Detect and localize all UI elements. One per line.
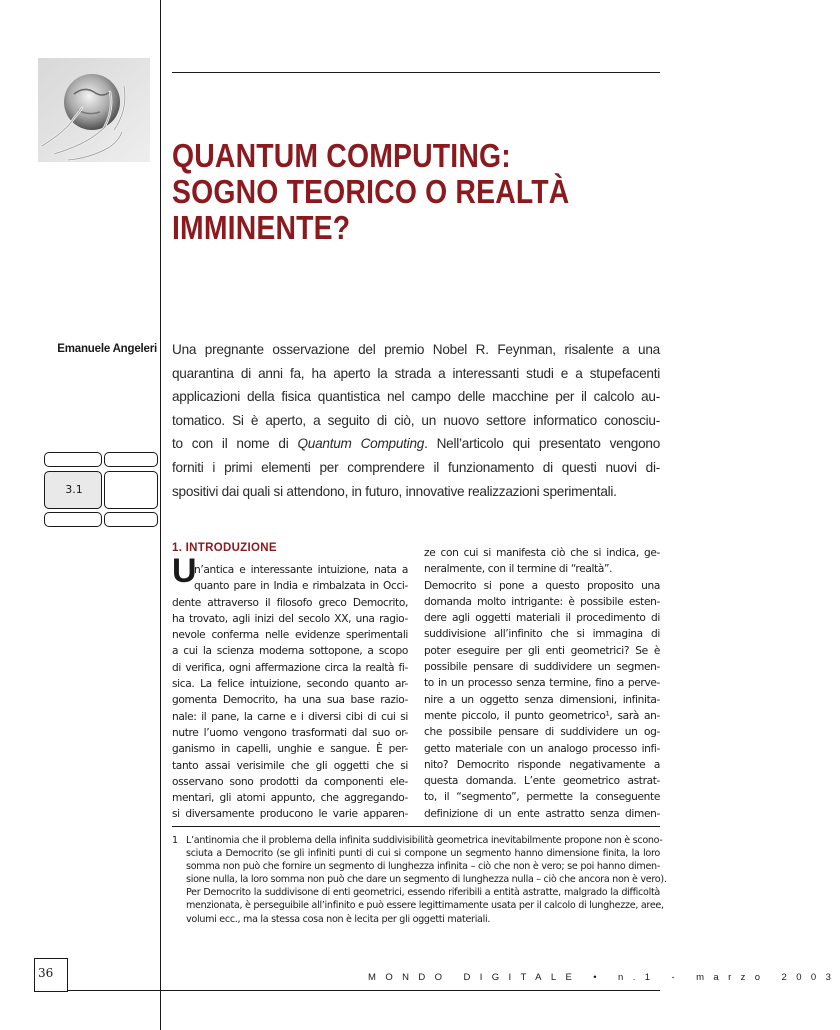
body-line: suddivisione all’infinito che si immagina di — [424, 628, 660, 641]
body-line: ganismo in capelli, unghie e sangue. È per- — [172, 743, 408, 756]
abstract — [172, 338, 660, 503]
article-title — [172, 138, 688, 246]
abstract-line: applicazioni della fisica quantistica nel campo delle macchine per il calcolo au- — [172, 389, 660, 405]
footnote-number: 1 — [172, 835, 178, 846]
body-line: si diversamente producono le varie apparen- — [172, 808, 408, 821]
vertical-rule — [160, 0, 161, 1030]
abstract-text: . Nell’articolo qui presentato vengono — [424, 436, 661, 452]
footnote-line: sione nulla, la loro somma non può che dare un segmento di lunghezza nulla – ciò che ancora non è vero). — [186, 874, 667, 886]
title-line: QUANTUM COMPUTING: — [172, 137, 511, 174]
hand-globe-illustration — [34, 54, 154, 166]
body-line: tanto assai verisimile che gli oggetti che si — [172, 759, 408, 772]
body-line: mente piccolo, il punto geometrico¹, sarà an- — [424, 709, 660, 722]
page-number: 36 — [38, 966, 54, 980]
body-line: sica. La felice intuizione, secondo quanto ar- — [172, 678, 408, 691]
footnote-line: volumi ecc., ma la stessa cosa non è lecita per gli oggetti materiali. — [186, 913, 491, 925]
body-line: gomenta Democrito, ha una sua base razio- — [172, 694, 408, 707]
section-heading: 1. INTRODUZIONE — [172, 542, 277, 554]
body-line: osservano sono prodotti da componenti ele- — [172, 775, 408, 788]
footer-rule — [68, 990, 660, 991]
body-line: dente attraverso il filosofo greco Democrito, — [172, 596, 408, 609]
body-line: che possibile pensare di suddividere un og- — [424, 726, 660, 739]
body-line: nire a un oggetto senza dimensioni, infinita- — [424, 693, 660, 706]
section-box-bottom-right — [104, 512, 158, 527]
drop-cap: U — [172, 552, 197, 590]
body-line: ha trovato, agli inizi del secolo XX, una ragio- — [172, 612, 408, 625]
body-line: nito? Democrito risponde negativamente a — [424, 758, 660, 771]
body-line: nutre l’uomo vengono trasformati dal suo or- — [172, 726, 408, 739]
section-box-top-left — [44, 452, 102, 467]
abstract-text: to con il nome di — [172, 436, 298, 452]
body-line: poter eseguire per gli enti geometrici? Se è — [424, 644, 660, 657]
abstract-line: quarantina di anni fa, ha aperto la strada a interessanti studi e a stupefacenti — [172, 365, 660, 381]
abstract-line — [172, 432, 660, 456]
title-line: SOGNO TEORICO O REALTÀ — [172, 173, 570, 210]
body-line: neralmente, con il termine di “realtà”. — [424, 563, 613, 576]
body-line: nevole conferma nelle evidenze sperimentali — [172, 629, 408, 642]
abstract-line: spositivi dai quali si attendono, in futuro, innovative realizzazioni sperimentali. — [172, 483, 617, 499]
body-line: quanto pare in India e rimbalzata in Occi- — [194, 580, 408, 593]
body-line: getto materiale con un analogo processo infi- — [424, 742, 660, 755]
section-box-middle-right — [104, 471, 158, 509]
author-name: Emanuele Angeleri — [57, 343, 157, 355]
footnote-line: L’antinomia che il problema della infinita suddivisibilità geometrica inevitabilmente propone non è scono- — [186, 835, 663, 846]
footnote-line: sciuta a Democrito (se gli infiniti punti di cui si compone un segmento hanno dimensione finita, la loro — [186, 848, 660, 860]
footnote — [172, 834, 667, 926]
body-line: a cui la scienza moderna sottopone, a scopo — [172, 645, 408, 658]
body-line: nale: il pane, la carne e i diversi cibi di cui si — [172, 710, 408, 723]
title-line: IMMINENTE? — [172, 209, 351, 246]
body-column-right — [424, 545, 660, 822]
abstract-emphasis: Quantum Computing — [297, 436, 425, 452]
footnote-line: menzionata, è perseguibile all’infinito e può essere legittimamente usata per il calcolo di lunghezze, aree, — [186, 900, 664, 912]
footnote-text — [186, 834, 667, 926]
footnote-line: somma non può che fornire un segmento di lunghezza infinita – ciò che non è vero; se poi hanno dimen- — [186, 861, 660, 873]
section-box-top-right — [104, 452, 158, 467]
body-line: possibile pensare di suddividere un segmen- — [424, 661, 660, 674]
body-line: questa domanda. L’ente geometrico astrat- — [424, 775, 660, 788]
body-line: Democrito si pone a questo proposito una — [424, 579, 660, 592]
title-rule — [172, 72, 660, 73]
abstract-line: forniti i primi elementi per comprendere il funzionamento di questi nuovi di- — [172, 459, 660, 475]
section-number: 3.1 — [65, 482, 83, 496]
body-line: definizione di un ente astratto senza dimen- — [424, 807, 660, 820]
abstract-line: Una pregnante osservazione del premio Nobel R. Feynman, risalente a una — [172, 342, 660, 357]
journal-footer: MONDO DIGITALE • n.1 - marzo 2003 — [368, 972, 840, 983]
body-line: n’antica e interessante intuizione, nata a — [194, 564, 408, 576]
body-line: dere agli oggetti materiali il procedimento di — [424, 612, 660, 625]
body-column-left — [172, 562, 408, 823]
section-box-bottom-left — [44, 512, 102, 527]
body-line: di verifica, ogni affermazione circa la realtà fi- — [172, 661, 408, 674]
abstract-line: tomatico. Si è aperto, a seguito di ciò, un nuovo settore informatico conosciu- — [172, 412, 660, 428]
body-line: mentari, gli atomi appunto, che aggregando- — [172, 792, 408, 805]
footnote-rule — [172, 826, 660, 827]
footnote-line: Per Democrito la suddivisone di enti geometrici, essendo riferibili a entità astratte, malgrado la difficoltà — [186, 887, 660, 899]
body-line: to in un processo senza termine, fino a perve- — [424, 677, 660, 690]
body-line: ze con cui si manifesta ciò che si indica, ge- — [424, 547, 660, 559]
body-line: domanda molto intrigante: è possibile esten- — [424, 595, 660, 608]
body-line: to, il “segmento”, permette la conseguente — [424, 791, 660, 804]
